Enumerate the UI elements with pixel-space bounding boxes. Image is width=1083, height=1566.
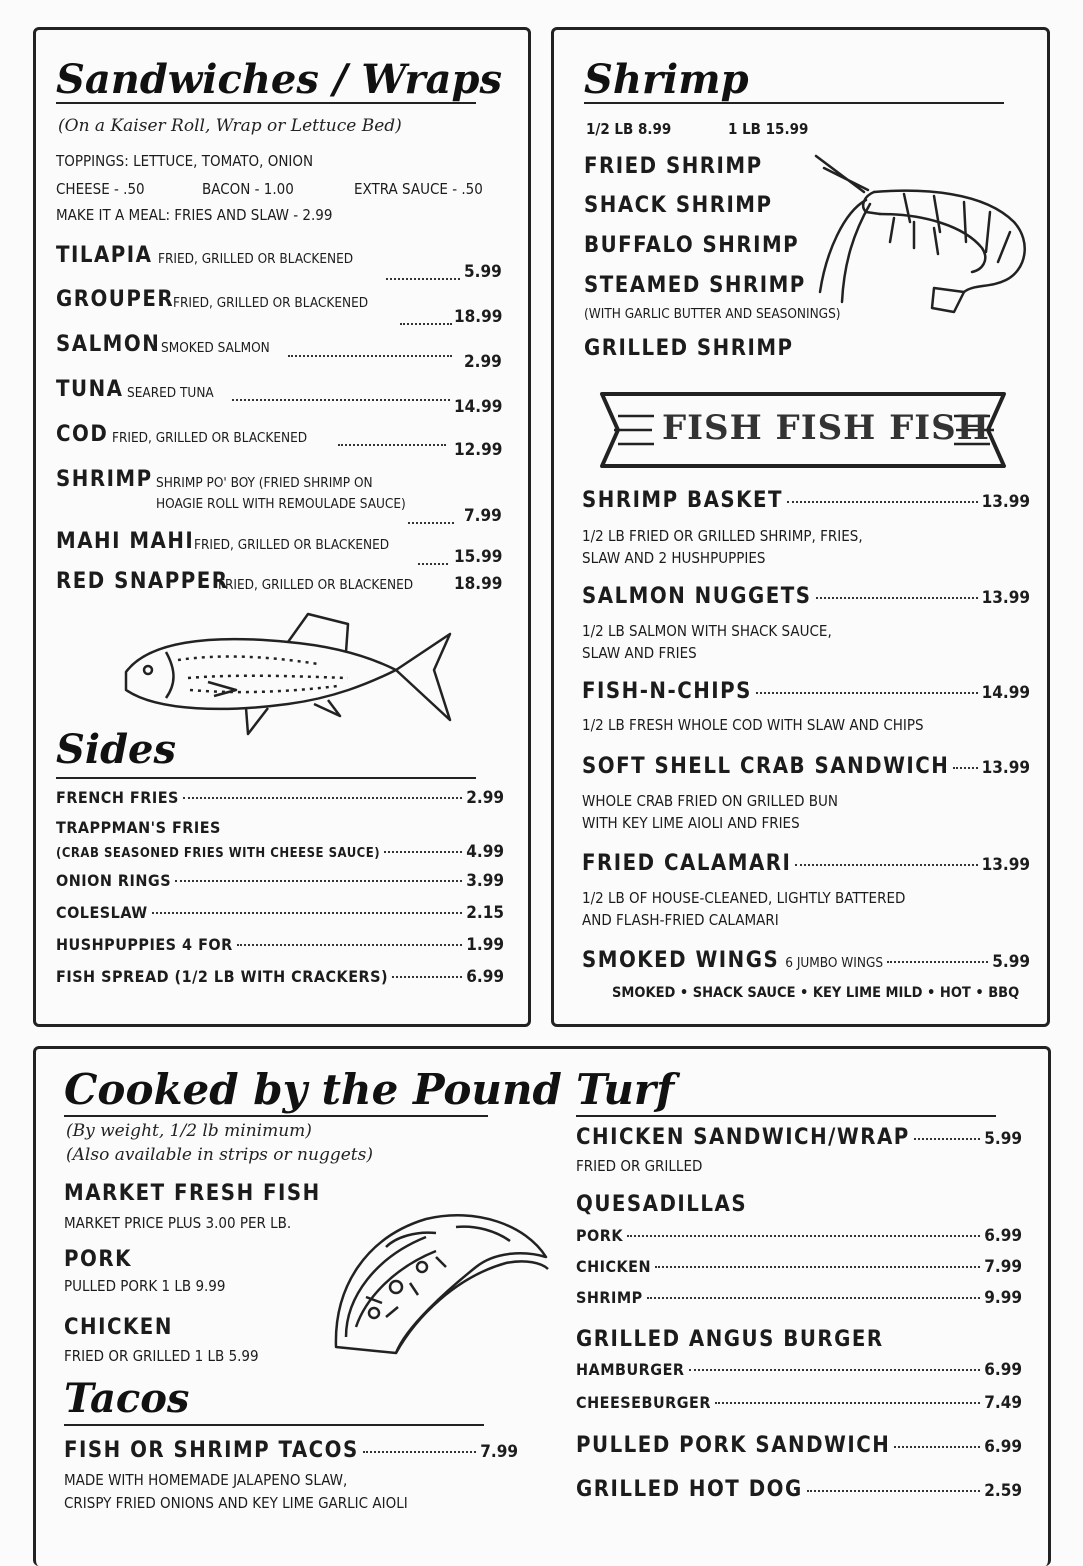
sandwich-price: 14.99 — [454, 397, 503, 417]
side-name: (CRAB SEASONED FRIES WITH CHEESE SAUCE) — [56, 846, 381, 861]
fish-banner-text: FISH FISH FISH — [662, 408, 990, 448]
shrimp-illustration — [814, 152, 1036, 312]
leader-dots — [655, 1266, 980, 1268]
fish-item-name: SALMON NUGGETS — [582, 584, 812, 609]
sandwich-price: 15.99 — [454, 547, 503, 567]
fish-item-row — [582, 851, 1030, 876]
turf-item-name: GRILLED HOT DOG — [576, 1477, 803, 1502]
side-price: 3.99 — [466, 871, 504, 891]
sandwich-name: TUNA — [56, 377, 124, 402]
pound-item-desc: FRIED OR GRILLED 1 LB 5.99 — [64, 1347, 259, 1365]
wings-flavors: SMOKED • SHACK SAUCE • KEY LIME MILD • HOT • BBQ — [612, 985, 1020, 1001]
steamed-shrimp-note: (WITH GARLIC BUTTER AND SEASONINGS) — [584, 306, 841, 322]
sides-row — [56, 871, 504, 891]
sandwich-price: 12.99 — [454, 440, 503, 460]
sandwich-desc: FRIED, GRILLED OR BLACKENED — [194, 537, 390, 553]
cheese-addon: CHEESE - .50 — [56, 180, 145, 198]
leader-dots — [627, 1235, 980, 1237]
leader-dots — [418, 563, 448, 565]
sandwich-price: 2.99 — [464, 352, 502, 372]
side-name: HUSHPUPPIES 4 FOR — [56, 935, 233, 954]
sandwich-desc: FRIED, GRILLED OR BLACKENED — [173, 295, 369, 311]
fish-item-row — [582, 754, 1030, 779]
sandwich-price: 7.99 — [464, 506, 502, 526]
leader-dots — [288, 355, 452, 357]
pound-title-rule — [64, 1115, 488, 1117]
tacos-desc: MADE WITH HOMEMADE JALAPENO SLAW, — [64, 1471, 348, 1489]
pound-item-name: PORK — [64, 1247, 132, 1272]
shrimp-fish-panel — [551, 27, 1050, 1027]
fish-item-price: 14.99 — [981, 683, 1030, 703]
fish-item-price: 13.99 — [981, 758, 1030, 778]
leader-dots — [807, 1490, 981, 1492]
turf-item-name: PORK — [576, 1226, 624, 1245]
turf-item-name: PULLED PORK SANDWICH — [576, 1433, 891, 1458]
taco-illustration — [326, 1207, 551, 1357]
pound-item-name: MARKET FRESH FISH — [64, 1181, 321, 1206]
side-price: 2.15 — [466, 903, 504, 923]
pound-tacos-panel — [33, 1046, 1051, 1566]
leader-dots — [232, 399, 450, 401]
fish-item-desc-2: SLAW AND FRIES — [582, 644, 697, 662]
shrimp-title: Shrimp — [584, 56, 749, 103]
fish-item-desc-2: AND FLASH-FRIED CALAMARI — [582, 911, 779, 929]
shrimp-item: SHACK SHRIMP — [584, 193, 773, 218]
sandwich-price: 18.99 — [454, 574, 503, 594]
extra-sauce-addon: EXTRA SAUCE - .50 — [354, 180, 483, 198]
tacos-title-rule — [64, 1424, 484, 1426]
pound-item-desc: PULLED PORK 1 LB 9.99 — [64, 1277, 226, 1295]
fish-item-name: FRIED CALAMARI — [582, 851, 792, 876]
wings-sub: 6 JUMBO WINGS — [785, 955, 884, 971]
sandwich-name: GROUPER — [56, 287, 175, 312]
leader-dots — [787, 501, 978, 503]
turf-item-desc: FRIED OR GRILLED — [576, 1157, 703, 1175]
turf-item-name: CHEESEBURGER — [576, 1393, 711, 1412]
leader-dots — [689, 1369, 981, 1371]
leader-dots — [237, 944, 463, 946]
turf-item-price: 7.99 — [984, 1257, 1022, 1277]
sandwich-desc-2: HOAGIE ROLL WITH REMOULADE SAUCE) — [156, 496, 406, 512]
sandwich-price: 18.99 — [454, 307, 503, 327]
leader-dots — [408, 522, 454, 524]
leader-dots — [715, 1402, 980, 1404]
side-name: FRENCH FRIES — [56, 788, 179, 807]
tacos-row — [64, 1438, 518, 1463]
sides-title-rule — [56, 777, 476, 779]
sandwich-desc: SHRIMP PO' BOY (FRIED SHRIMP ON — [156, 475, 373, 491]
fish-item-name: SHRIMP BASKET — [582, 488, 784, 513]
leader-dots — [183, 797, 462, 799]
side-price: 1.99 — [466, 935, 504, 955]
tacos-desc-2: CRISPY FRIED ONIONS AND KEY LIME GARLIC AIOLI — [64, 1494, 408, 1512]
shrimp-item: FRIED SHRIMP — [584, 154, 763, 179]
sandwich-desc: FRIED, GRILLED OR BLACKENED — [158, 251, 354, 267]
fish-item-desc-2: WITH KEY LIME AIOLI AND FRIES — [582, 814, 800, 832]
sandwiches-panel — [33, 27, 531, 1027]
sides-row — [56, 935, 504, 955]
leader-dots — [152, 912, 463, 914]
pound-item-name: CHICKEN — [64, 1315, 173, 1340]
side-price: 2.99 — [466, 788, 504, 808]
fish-item-name: SOFT SHELL CRAB SANDWICH — [582, 754, 950, 779]
leader-dots — [887, 961, 988, 963]
sides-row — [56, 967, 504, 987]
turf-row — [576, 1257, 1022, 1277]
leader-dots — [756, 692, 978, 694]
shrimp-item: BUFFALO SHRIMP — [584, 233, 800, 258]
fish-item-desc-2: SLAW AND 2 HUSHPUPPIES — [582, 549, 766, 567]
fish-item-desc: WHOLE CRAB FRIED ON GRILLED BUN — [582, 792, 838, 810]
turf-row — [576, 1360, 1022, 1380]
turf-item-price: 7.49 — [984, 1393, 1022, 1413]
sandwich-name: MAHI MAHI — [56, 529, 195, 554]
leader-dots — [953, 767, 977, 769]
side-price: 6.99 — [466, 967, 504, 987]
sides-row — [56, 842, 504, 862]
shrimp-item: STEAMED SHRIMP — [584, 273, 806, 298]
turf-item-name: CHICKEN — [576, 1257, 652, 1276]
leader-dots — [338, 444, 446, 446]
fish-item-price: 13.99 — [981, 855, 1030, 875]
turf-item-name: HAMBURGER — [576, 1360, 685, 1379]
turf-item-price: 9.99 — [984, 1288, 1022, 1308]
fish-item-desc: 1/2 LB FRESH WHOLE COD WITH SLAW AND CHIPS — [582, 716, 924, 734]
meal-line: MAKE IT A MEAL: FRIES AND SLAW - 2.99 — [56, 206, 333, 224]
leader-dots — [384, 851, 462, 853]
sandwich-name: SALMON — [56, 332, 161, 357]
sides-row — [56, 903, 504, 923]
side-price: 4.99 — [466, 842, 504, 862]
pound-title: Cooked by the Pound — [64, 1065, 562, 1114]
turf-row — [576, 1288, 1022, 1308]
sandwich-desc: SMOKED SALMON — [161, 340, 270, 356]
sandwiches-title-rule — [56, 102, 476, 104]
sandwich-name: TILAPIA — [56, 243, 153, 268]
sandwich-name: COD — [56, 422, 109, 447]
shrimp-title-rule — [584, 102, 1004, 104]
turf-row — [576, 1125, 1022, 1150]
leader-dots — [795, 864, 977, 866]
turf-item-price: 2.59 — [984, 1481, 1022, 1501]
sides-row — [56, 788, 504, 808]
sandwich-desc: FRIED, GRILLED OR BLACKENED — [218, 577, 414, 593]
turf-item-name: CHICKEN SANDWICH/WRAP — [576, 1125, 910, 1150]
turf-item-price: 6.99 — [984, 1437, 1022, 1457]
shrimp-item: GRILLED SHRIMP — [584, 336, 794, 361]
burger-heading: GRILLED ANGUS BURGER — [576, 1327, 884, 1352]
leader-dots — [894, 1446, 980, 1448]
leader-dots — [363, 1451, 476, 1453]
turf-title: Turf — [576, 1065, 675, 1114]
bacon-addon: BACON - 1.00 — [202, 180, 294, 198]
pound-item-desc: MARKET PRICE PLUS 3.00 PER LB. — [64, 1214, 292, 1232]
side-name: ONION RINGS — [56, 871, 172, 890]
sandwich-name: SHRIMP — [56, 467, 153, 492]
fish-item-desc: 1/2 LB FRIED OR GRILLED SHRIMP, FRIES, — [582, 527, 863, 545]
quesadillas-heading: QUESADILLAS — [576, 1192, 748, 1217]
fish-item-price: 13.99 — [981, 588, 1030, 608]
tacos-price: 7.99 — [480, 1442, 518, 1462]
sandwiches-title: Sandwiches / Wraps — [56, 56, 502, 103]
sandwich-desc: FRIED, GRILLED OR BLACKENED — [112, 430, 308, 446]
turf-row — [576, 1433, 1022, 1458]
leader-dots — [386, 278, 460, 280]
leader-dots — [816, 597, 978, 599]
turf-row — [576, 1393, 1022, 1413]
leader-dots — [647, 1297, 981, 1299]
leader-dots — [400, 323, 452, 325]
fish-item-price: 13.99 — [981, 492, 1030, 512]
turf-row — [576, 1226, 1022, 1246]
sandwiches-subtitle: (On a Kaiser Roll, Wrap or Lettuce Bed) — [58, 116, 402, 136]
turf-item-name: SHRIMP — [576, 1288, 643, 1307]
sandwich-price: 5.99 — [464, 262, 502, 282]
wings-name: SMOKED WINGS — [582, 948, 780, 973]
wings-price: 5.99 — [992, 952, 1030, 972]
fish-item-row — [582, 488, 1030, 513]
pound-subtitle-1: (By weight, 1/2 lb minimum) — [66, 1121, 312, 1141]
side-name: COLESLAW — [56, 903, 148, 922]
fish-item-desc: 1/2 LB OF HOUSE-CLEANED, LIGHTLY BATTERED — [582, 889, 906, 907]
wings-row — [582, 948, 1030, 973]
fish-item-name: FISH-N-CHIPS — [582, 679, 752, 704]
leader-dots — [392, 976, 462, 978]
shrimp-half-lb-price: 1/2 LB 8.99 — [586, 120, 672, 138]
sandwich-name: RED SNAPPER — [56, 569, 229, 594]
turf-item-price: 5.99 — [984, 1129, 1022, 1149]
toppings-line: TOPPINGS: LETTUCE, TOMATO, ONION — [56, 152, 314, 170]
turf-title-rule — [576, 1115, 996, 1117]
leader-dots — [914, 1138, 980, 1140]
turf-item-price: 6.99 — [984, 1360, 1022, 1380]
fish-item-row — [582, 584, 1030, 609]
leader-dots — [175, 880, 462, 882]
shrimp-one-lb-price: 1 LB 15.99 — [728, 120, 809, 138]
tacos-name: FISH OR SHRIMP TACOS — [64, 1438, 359, 1463]
turf-row — [576, 1477, 1022, 1502]
tacos-title: Tacos — [64, 1375, 190, 1422]
side-name: FISH SPREAD (1/2 LB WITH CRACKERS) — [56, 967, 389, 986]
fish-item-desc: 1/2 LB SALMON WITH SHACK SAUCE, — [582, 622, 832, 640]
turf-item-price: 6.99 — [984, 1226, 1022, 1246]
side-name: TRAPPMAN'S FRIES — [56, 818, 221, 837]
fish-item-row — [582, 679, 1030, 704]
pound-subtitle-2: (Also available in strips or nuggets) — [66, 1145, 373, 1165]
sandwich-desc: SEARED TUNA — [127, 385, 214, 401]
sides-title: Sides — [56, 726, 177, 773]
fish-illustration — [118, 612, 458, 737]
